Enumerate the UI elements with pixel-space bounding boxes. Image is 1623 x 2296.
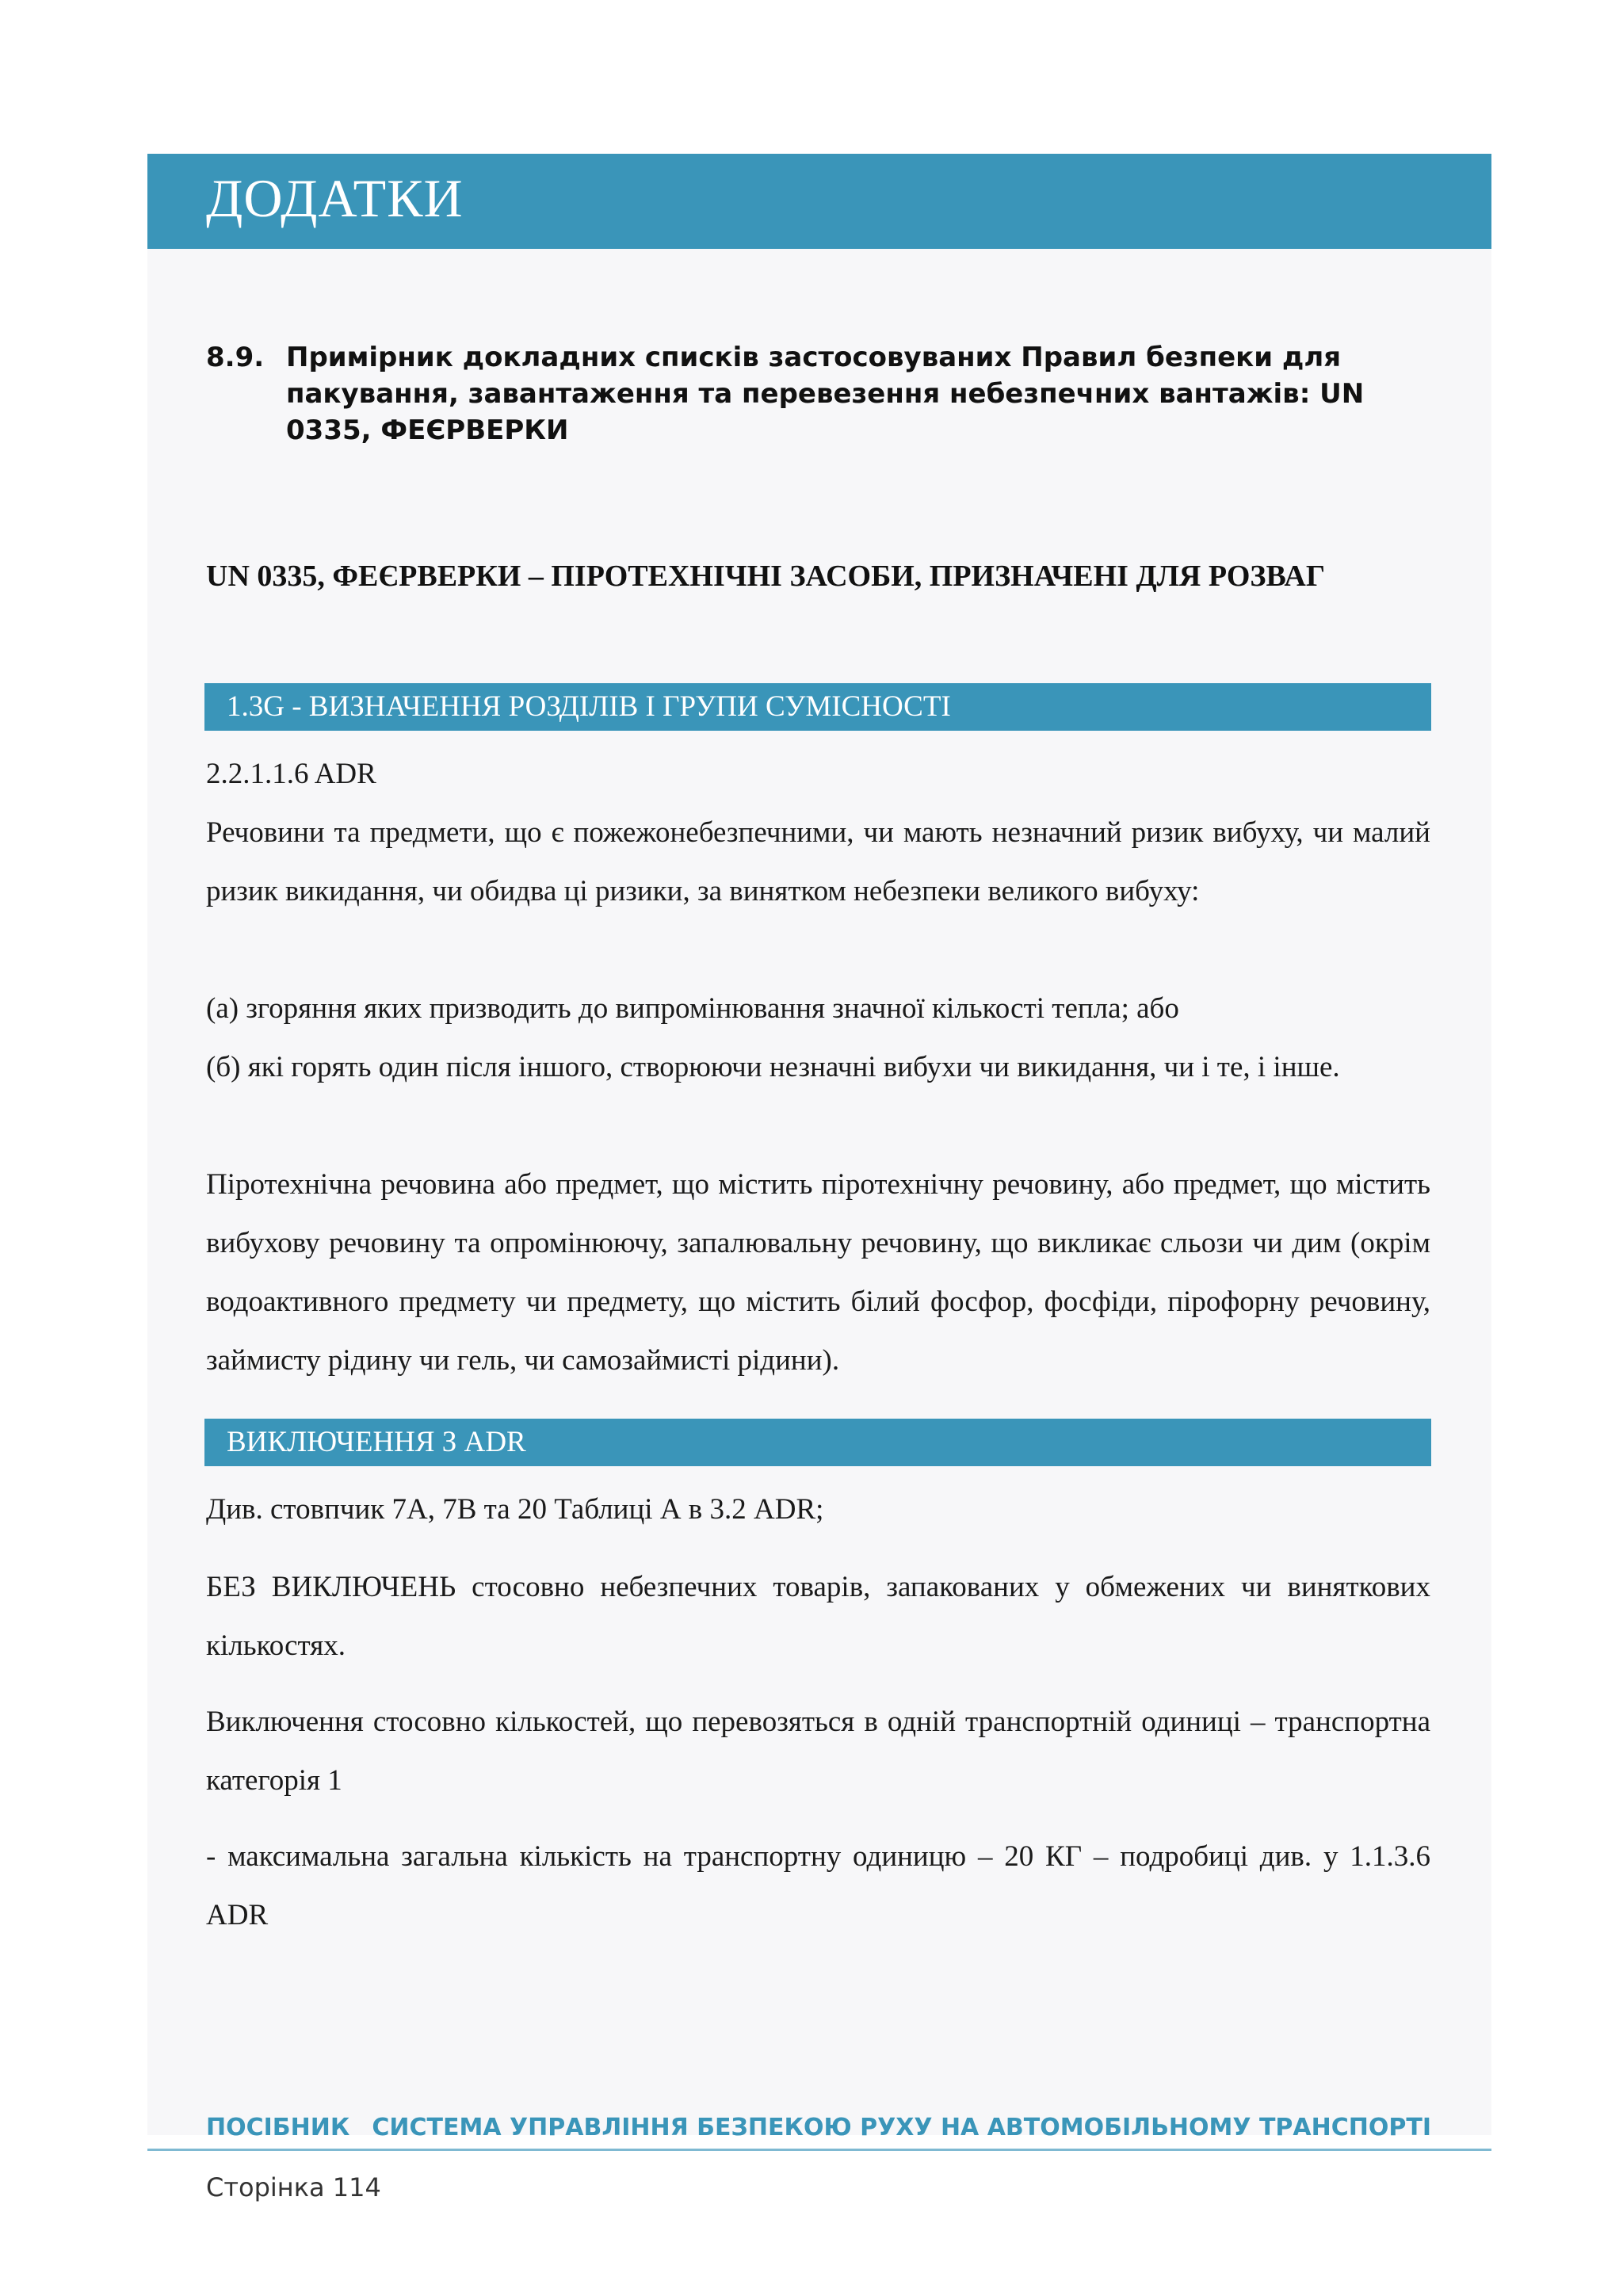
pyrotechnic-paragraph: Піротехнічна речовина або предмет, що містить піротехнічну речовину, або предмет, що містить вибухову речовину та опромінюючу, запалювальну речовину, що викликає сльози чи дим (окрім водоактивного предмету чи предмету, що містить білий фосфор, фосфіди, пірофорну речовину, займисту рідину чи гель, чи самозаймисті рідини). bbox=[206, 1168, 1430, 1377]
footer-divider bbox=[147, 2149, 1491, 2151]
exemptions-paragraph-4: - максимальна загальна кількість на транспортну одиницю – 20 КГ – подробиці див. у 1.1.3.6 ADR bbox=[206, 1840, 1430, 1931]
definition-item-a: (а) згоряння яких призводить до випромінювання значної кількості тепла; або bbox=[206, 992, 1179, 1025]
exemptions-heading: ВИКЛЮЧЕННЯ З ADR bbox=[227, 1426, 526, 1458]
header-title: ДОДАТКИ bbox=[206, 168, 464, 228]
exemptions-heading-bar bbox=[204, 1419, 1431, 1466]
exemptions-paragraph-2: БЕЗ ВИКЛЮЧЕНЬ стосовно небезпечних товарів, запакованих у обмежених чи виняткових кількостях. bbox=[206, 1571, 1430, 1662]
definition-paragraph: Речовини та предмети, що є пожежонебезпечними, чи мають незначний ризик вибуху, чи малий ризик викидання, чи обидва ці ризики, за винятком небезпеки великого вибуху: bbox=[206, 816, 1430, 907]
classification-heading-bar bbox=[204, 683, 1431, 731]
footer-left: ПОСІБНИК bbox=[206, 2114, 350, 2141]
definition-item-b: (б) які горять один після іншого, створюючи незначні вибухи чи викидання, чи і те, і інше. bbox=[206, 1051, 1340, 1083]
document-subtitle: UN 0335, ФЕЄРВЕРКИ – ПІРОТЕХНІЧНІ ЗАСОБИ, ПРИЗНАЧЕНІ ДЛЯ РОЗВАГ bbox=[206, 560, 1326, 593]
section-title: Примірник докладних списків застосовуваних Правил безпеки для пакування, завантаження та перевезення небезпечних вантажів: UN 0335, ФЕЄРВЕРКИ bbox=[286, 342, 1365, 446]
exemptions-paragraph-3: Виключення стосовно кількостей, що перевозяться в одній транспортній одиниці – транспортна категорія 1 bbox=[206, 1706, 1430, 1797]
adr-reference: 2.2.1.1.6 ADR bbox=[206, 758, 376, 790]
classification-heading: 1.3G - ВИЗНАЧЕННЯ РОЗДІЛІВ І ГРУПИ СУМІСНОСТІ bbox=[227, 690, 951, 723]
section-number: 8.9. bbox=[206, 342, 265, 373]
page-number: Сторінка 114 bbox=[206, 2172, 381, 2202]
header-bar bbox=[147, 154, 1491, 249]
footer-right: СИСТЕМА УПРАВЛІННЯ БЕЗПЕКОЮ РУХУ НА АВТОМОБІЛЬНОМУ ТРАНСПОРТІ bbox=[372, 2114, 1431, 2141]
exemptions-paragraph-1: Див. стовпчик 7А, 7В та 20 Таблиці А в 3.2 ADR; bbox=[206, 1493, 824, 1526]
